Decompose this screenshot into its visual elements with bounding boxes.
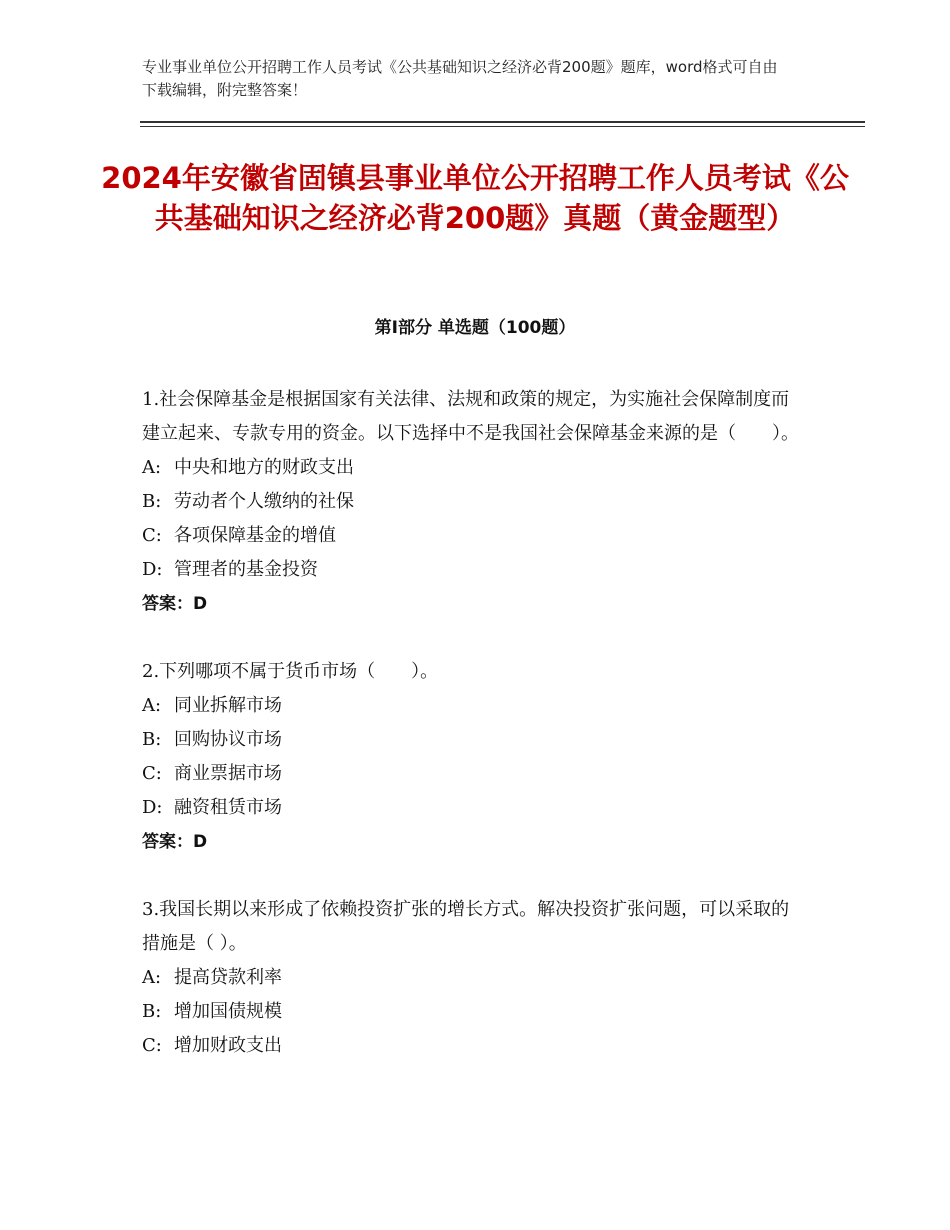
option-text: 劳动者个人缴纳的社保 xyxy=(174,491,354,512)
question-stem: 3.我国长期以来形成了依赖投资扩张的增长方式。解决投资扩张问题，可以采取的措施是（ ）。 xyxy=(142,899,790,954)
option-text: 同业拆解市场 xyxy=(174,695,282,716)
option-letter: C: xyxy=(142,1035,162,1056)
answer-line: 答案：D xyxy=(142,594,208,614)
option-a xyxy=(142,451,802,485)
header-divider-thick xyxy=(140,121,865,123)
option-letter: D: xyxy=(142,559,163,580)
option-letter: A: xyxy=(142,695,162,716)
question-1 xyxy=(142,383,802,621)
section-title: 第Ⅰ部分 单选题（100题） xyxy=(374,318,576,338)
option-text: 回购协议市场 xyxy=(174,729,282,750)
option-text: 管理者的基金投资 xyxy=(174,559,318,580)
option-letter: C: xyxy=(142,763,162,784)
option-text: 各项保障基金的增值 xyxy=(174,525,336,546)
option-d xyxy=(142,553,802,587)
option-a xyxy=(142,961,802,995)
option-b xyxy=(142,723,802,757)
option-letter: B: xyxy=(142,729,162,750)
header-divider-thin xyxy=(140,126,865,127)
answer-line: 答案：D xyxy=(142,832,208,852)
option-c xyxy=(142,1029,802,1063)
option-letter: C: xyxy=(142,525,162,546)
option-c xyxy=(142,757,802,791)
question-stem: 1.社会保障基金是根据国家有关法律、法规和政策的规定，为实施社会保障制度而建立起来、专款专用的资金。以下选择中不是我国社会保障基金来源的是（ ）。 xyxy=(142,389,799,444)
option-text: 融资租赁市场 xyxy=(174,797,282,818)
option-letter: B: xyxy=(142,491,162,512)
option-b xyxy=(142,485,802,519)
header-note: 专业事业单位公开招聘工作人员考试《公共基础知识之经济必背200题》题库，word格式可自由下载编辑，附完整答案！ xyxy=(142,58,778,99)
option-text: 商业票据市场 xyxy=(174,763,282,784)
option-text: 中央和地方的财政支出 xyxy=(174,457,354,478)
option-a xyxy=(142,689,802,723)
question-list xyxy=(142,383,802,1097)
option-letter: A: xyxy=(142,967,162,988)
option-letter: B: xyxy=(142,1001,162,1022)
question-stem: 2.下列哪项不属于货币市场（ ）。 xyxy=(142,661,439,682)
option-b xyxy=(142,995,802,1029)
option-letter: A: xyxy=(142,457,162,478)
option-text: 提高贷款利率 xyxy=(174,967,282,988)
option-c xyxy=(142,519,802,553)
option-d xyxy=(142,791,802,825)
question-2 xyxy=(142,655,802,859)
option-text: 增加财政支出 xyxy=(174,1035,282,1056)
question-3 xyxy=(142,893,802,1063)
option-text: 增加国债规模 xyxy=(174,1001,282,1022)
document-title: 2024年安徽省固镇县事业单位公开招聘工作人员考试《公共基础知识之经济必背200题》真题（黄金题型） xyxy=(101,161,849,235)
option-letter: D: xyxy=(142,797,163,818)
